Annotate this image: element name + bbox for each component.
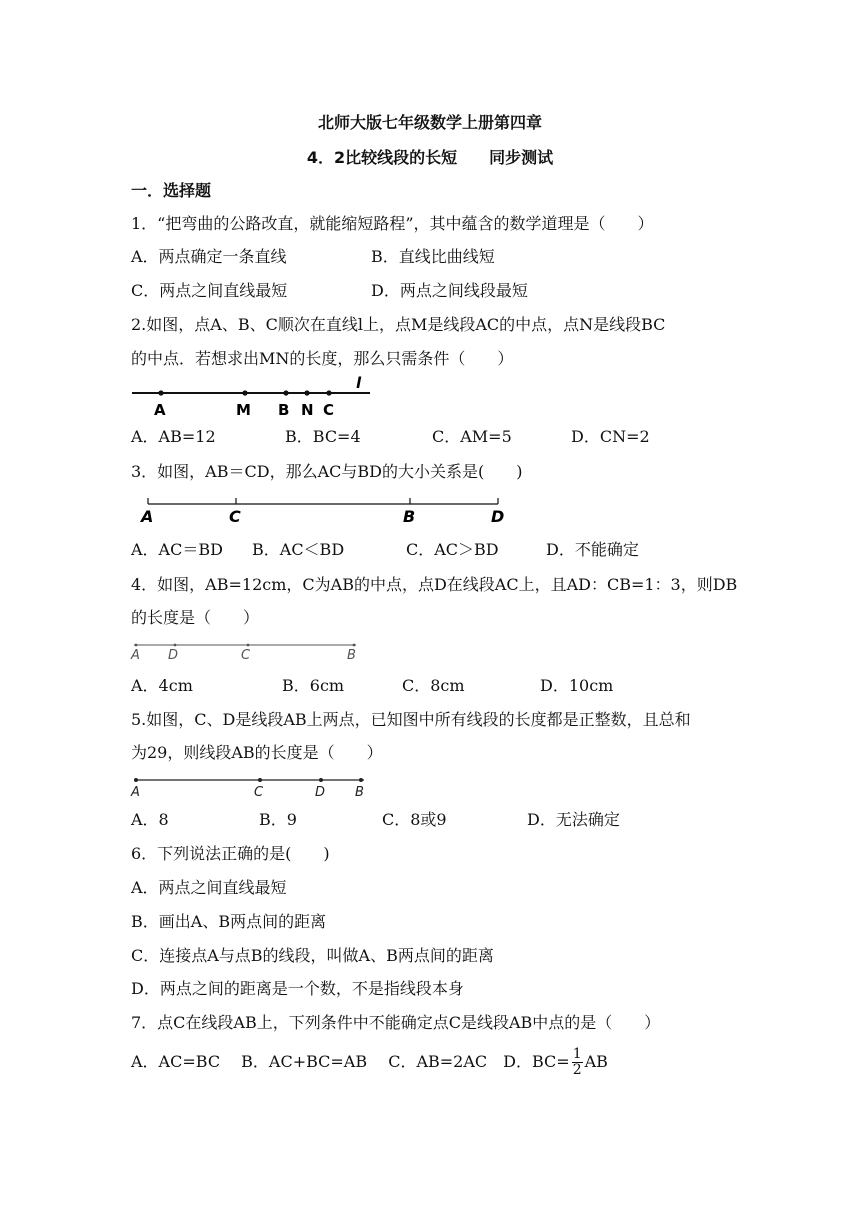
q2-label-m: M: [236, 401, 251, 419]
q3-option-d: D．不能确定: [546, 540, 639, 559]
q5-label-b: B: [355, 785, 364, 800]
question-2-stem-line1: 2.如图，点A、B、C顺次在直线l上，点M是线段AC的中点，点N是线段BC: [131, 315, 666, 334]
q2-option-b: B．BC=4: [285, 427, 361, 446]
q2-line-label: l: [356, 376, 362, 392]
q3-option-b: B．AC＜BD: [252, 540, 345, 559]
question-4-stem-line1: 4．如图，AB=12cm，C为AB的中点，点D在线段AC上，且AD：CB=1：3，则DB: [131, 575, 738, 594]
q5-point-d: [319, 778, 323, 782]
q3-label-a: A: [141, 507, 154, 526]
q7-options-text: A．AC=BC B．AC+BC=AB C．AB=2AC D．BC=: [131, 1052, 570, 1071]
q3-label-c: C: [229, 507, 241, 526]
question-5-stem-line1: 5.如图，C、D是线段AB上两点，已知图中所有线段的长度都是正整数，且总和: [131, 710, 691, 729]
q4-option-d: D．10cm: [540, 676, 614, 695]
q2-figure: [128, 376, 378, 420]
q1-option-a: A．两点确定一条直线: [131, 247, 287, 266]
question-2-stem-line2: 的中点．若想求出MN的长度，那么只需条件（ ）: [131, 349, 514, 368]
question-3-stem: 3．如图，AB＝CD，那么AC与BD的大小关系是( ): [131, 462, 523, 481]
q3-label-b: B: [403, 507, 416, 526]
q5-point-b: [359, 778, 363, 782]
q4-point-d: [174, 644, 177, 647]
q3-label-d: D: [491, 507, 505, 526]
q2-label-c: C: [323, 401, 335, 419]
q4-point-b: [353, 644, 356, 647]
q2-option-c: C．AM=5: [432, 427, 512, 446]
q2-option-a: A．AB=12: [131, 427, 216, 446]
q4-label-a: A: [131, 648, 140, 663]
document-title: 北师大版七年级数学上册第四章: [317, 113, 542, 132]
q5-option-a: A．8: [131, 810, 169, 829]
q2-label-n: N: [301, 401, 314, 419]
q2-option-d: D．CN=2: [571, 427, 650, 446]
q2-point-b: [283, 390, 288, 395]
q2-point-a: [158, 390, 163, 395]
q1-option-b: B．直线比曲线短: [371, 247, 495, 266]
q2-label-b: B: [278, 401, 290, 419]
q5-label-d: D: [315, 785, 326, 800]
q4-label-d: D: [168, 648, 179, 663]
section-heading: 一．选择题: [131, 181, 212, 200]
question-4-stem-line2: 的长度是（ ）: [131, 608, 260, 627]
q4-option-c: C．8cm: [402, 676, 465, 695]
q7-fraction-numerator: 1: [572, 1046, 582, 1062]
q4-point-c: [247, 644, 250, 647]
q5-label-a: A: [131, 785, 140, 800]
q5-point-c: [258, 778, 262, 782]
q6-option-b: B．画出A、B两点间的距离: [131, 912, 327, 931]
q4-figure: [128, 638, 368, 664]
document-subtitle: 4．2比较线段的长短 同步测试: [306, 148, 554, 167]
q7-options: [131, 1042, 608, 1082]
q5-option-d: D．无法确定: [527, 810, 620, 829]
q6-option-a: A．两点之间直线最短: [131, 878, 287, 897]
q5-option-c: C．8或9: [382, 810, 447, 829]
q2-point-n: [304, 390, 309, 395]
question-1-stem: 1．“把弯曲的公路改直，就能缩短路程”，其中蕴含的数学道理是（ ）: [131, 214, 654, 233]
question-7-stem: 7．点C在线段AB上，下列条件中不能确定点C是线段AB中点的是（ ）: [131, 1013, 661, 1032]
q5-point-a: [134, 778, 138, 782]
question-5-stem-line2: 为29，则线段AB的长度是（ ）: [131, 743, 383, 762]
q1-option-d: D．两点之间线段最短: [371, 281, 528, 300]
q6-option-c: C．连接点A与点B的线段，叫做A、B两点间的距离: [131, 946, 494, 965]
q7-options-tail: AB: [584, 1052, 608, 1071]
q4-point-a: [135, 644, 138, 647]
q2-point-c: [326, 390, 331, 395]
q4-option-b: B．6cm: [282, 676, 345, 695]
q2-label-a: A: [154, 401, 166, 419]
q3-figure: [134, 494, 514, 526]
q1-option-c: C．两点之间直线最短: [131, 281, 288, 300]
q6-option-d: D．两点之间的距离是一个数，不是指线段本身: [131, 979, 464, 998]
q3-option-c: C．AC＞BD: [406, 540, 499, 559]
q5-label-c: C: [254, 785, 264, 800]
q3-option-a: A．AC＝BD: [131, 540, 223, 559]
q4-option-a: A．4cm: [131, 676, 193, 695]
q5-figure: [128, 772, 378, 800]
q2-point-m: [242, 390, 247, 395]
q7-fraction: [572, 1047, 583, 1078]
q4-label-b: B: [347, 648, 356, 663]
question-6-stem: 6．下列说法正确的是( ): [131, 844, 330, 863]
q5-option-b: B．9: [259, 810, 297, 829]
q4-label-c: C: [241, 648, 251, 663]
q7-fraction-denominator: 2: [572, 1062, 582, 1078]
